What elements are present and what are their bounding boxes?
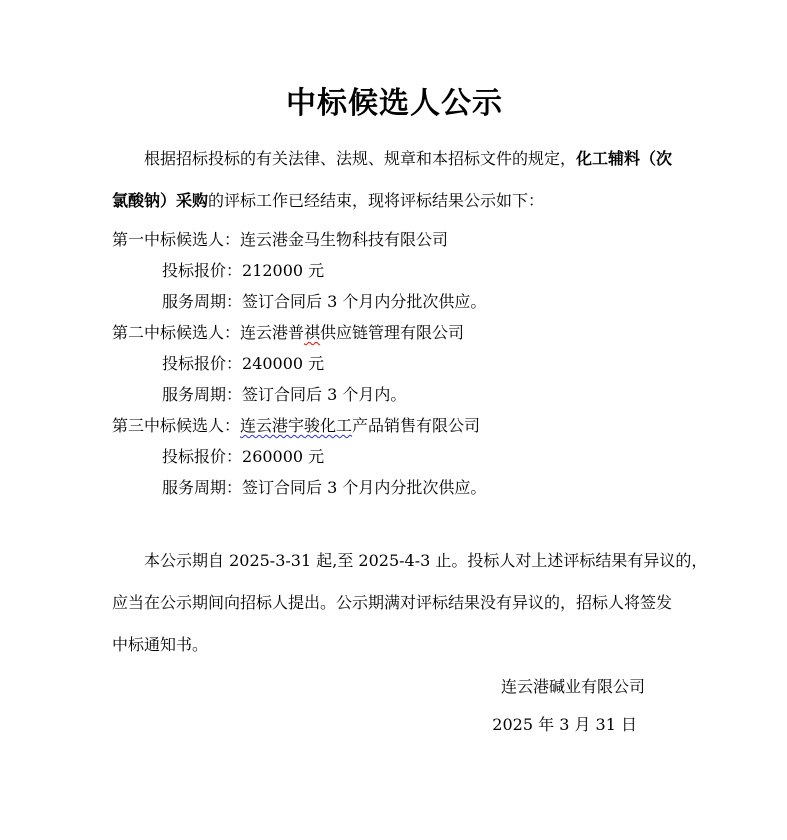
candidate-3-name-grammarcheck-flagged: 连云港宇骏化工 (240, 416, 353, 435)
candidate-1-name: 连云港金马生物科技有限公司 (240, 230, 449, 249)
candidate-3-price-value: 260000 元 (242, 447, 325, 466)
intro-line-2 (112, 180, 677, 222)
candidate-3-price-label: 投标报价： (162, 447, 243, 466)
candidate-2-name-prefix: 连云港普 (240, 323, 305, 342)
candidate-3-price-line (112, 441, 677, 472)
candidate-2-price-label: 投标报价： (162, 354, 243, 373)
candidate-2-rank-line (112, 317, 677, 348)
intro-line-2-text: 的评标工作已经结束，现将评标结果公示如下： (208, 191, 545, 210)
closing-line-2: 应当在公示期间向招标人提出。公示期满对评标结果没有异议的，招标人将签发 (112, 593, 673, 612)
candidate-3-rank-label: 第三中标候选人： (112, 416, 241, 435)
candidate-1-period-line (112, 286, 677, 317)
candidate-2-period-label: 服务周期： (162, 385, 243, 404)
candidate-1-period-value: 签订合同后 3 个月内分批次供应。 (242, 292, 487, 311)
signature-block (112, 668, 677, 744)
document-title: 中标候选人公示 (286, 86, 503, 121)
candidate-3-period-line (112, 472, 677, 503)
candidate-2-price-value: 240000 元 (242, 354, 325, 373)
candidate-2-name-spellcheck-flagged: 祺 (304, 323, 321, 342)
candidate-2-period-value: 签订合同后 3 个月内。 (242, 385, 407, 404)
closing-line-3: 中标通知书。 (112, 635, 209, 654)
candidate-3-period-value: 签订合同后 3 个月内分批次供应。 (242, 478, 487, 497)
candidate-1-price-value: 212000 元 (242, 261, 325, 280)
candidate-2-period-line (112, 379, 677, 410)
signature-date: 2025 年 3 月 31 日 (492, 715, 637, 734)
candidate-1-rank-label: 第一中标候选人： (112, 230, 241, 249)
closing-paragraph (112, 540, 708, 666)
candidate-3-name-suffix: 产品销售有限公司 (352, 416, 481, 435)
closing-line-1: 本公示期自 2025-3-31 起,至 2025-4-3 止。投标人对上述评标结果有异议的， (144, 551, 708, 570)
intro-line-1 (112, 138, 677, 180)
procurement-name-bold-part-2: 氯酸钠）采购 (112, 191, 209, 210)
candidate-1-price-line (112, 255, 677, 286)
document-page (112, 86, 708, 744)
candidate-3-period-label: 服务周期： (162, 478, 243, 497)
candidate-list (112, 224, 677, 503)
candidate-2-name-suffix: 供应链管理有限公司 (320, 323, 465, 342)
candidate-2-section (112, 317, 677, 410)
intro-line-1-text: 根据招标投标的有关法律、法规、规章和本招标文件的规定， (144, 149, 577, 168)
candidate-2-rank-label: 第二中标候选人： (112, 323, 241, 342)
candidate-3-section (112, 410, 677, 503)
candidate-1-price-label: 投标报价： (162, 261, 243, 280)
procurement-name-bold-part-1: 化工辅料（次 (576, 149, 673, 168)
candidate-2-price-line (112, 348, 677, 379)
intro-paragraph (112, 138, 677, 222)
candidate-1-rank-line (112, 224, 677, 255)
candidate-1-period-label: 服务周期： (162, 292, 243, 311)
candidate-1-section (112, 224, 677, 317)
candidate-3-rank-line (112, 410, 677, 441)
signature-company: 连云港碱业有限公司 (500, 677, 645, 696)
